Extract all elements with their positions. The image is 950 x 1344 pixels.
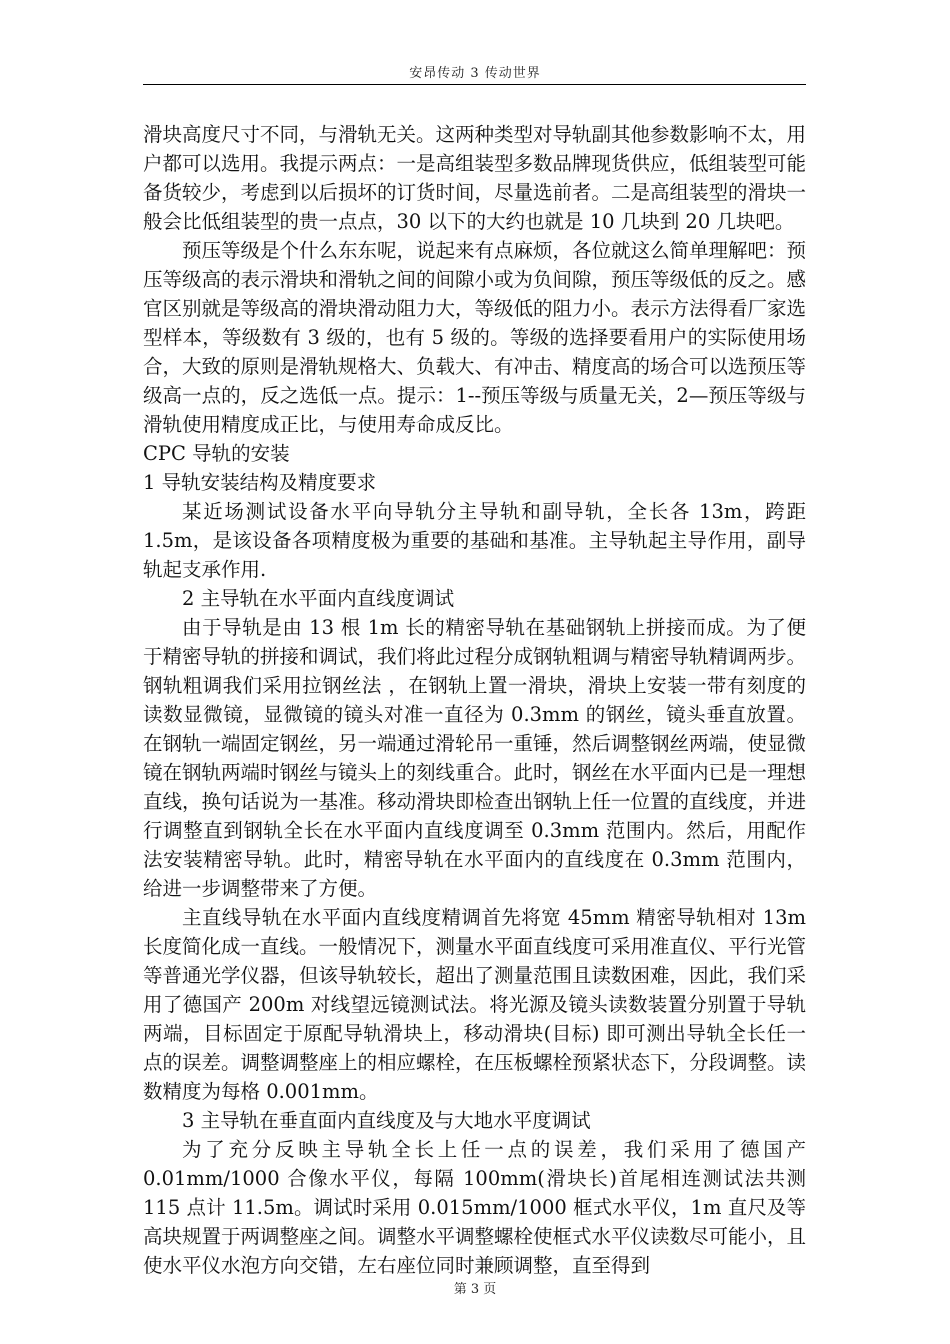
header-rule: [143, 84, 806, 85]
paragraph-4: 由于导轨是由 13 根 1m 长的精密导轨在基础钢轨上拼接而成。为了便于精密导轨的拼接和调试，我们将此过程分成钢轨粗调与精密导轨精调两步。钢轨粗调我们采用拉钢丝法 ，在钢轨上置一滑块，滑块上安装一带有刻度的读数显微镜，显微镜的镜头对准一直径为 0.3mm 的钢丝，镜头垂直放置。在钢轨一端固定钢丝，另一端通过滑轮吊一重锤，然后调整钢丝两端，使显微镜在钢轨两端时钢丝与镜头上的刻线重合。此时，钢丝在水平面内已是一理想直线，换句话说为一基准。移动滑块即检查出钢轨上任一位置的直线度，并进行调整直到钢轨全长在水平面内直线度调至 0.3mm 范围内。然后，用配作法安装精密导轨。此时，精密导轨在水平面内的直线度在 0.3mm 范围内，给进一步调整带来了方便。: [143, 616, 807, 900]
paragraph-6: 为了充分反映主导轨全长上任一点的误差，我们采用了德国产 0.01mm/1000 合像水平仪，每隔 100mm(滑块长)首尾相连测试法共测 115 点计 11.5m。调试时采用 0.015mm/1000 框式水平仪，1m 直尺及等高块规置于两调整座之间。调整水平调整螺栓使框式水平仪读数尽可能小，且使水平仪水泡方向交错，左右座位同时兼顾调整，直至得到: [143, 1138, 807, 1277]
paragraph-2: 预压等级是个什么东东呢，说起来有点麻烦，各位就这么简单理解吧：预压等级高的表示滑块和滑轨之间的间隙小或为负间隙，预压等级低的反之。感官区别就是等级高的滑块滑动阻力大，等级低的阻力小。表示方法得看厂家选型样本，等级数有 3 级的，也有 5 级的。等级的选择要看用户的实际使用场合，大致的原则是滑轨规格大、负载大、有冲击、精度高的场合可以选预压等级高一点的，反之选低一点。提示：1--预压等级与质量无关，2—预压等级与滑轨使用精度成正比，与使用寿命成反比。: [143, 239, 807, 436]
subsection-heading-1: 1 导轨安装结构及精度要求: [143, 471, 377, 494]
paragraph-1: 滑块高度尺寸不同，与滑轨无关。这两种类型对导轨副其他参数影响不太，用户都可以选用。我提示两点：一是高组装型多数品牌现货供应，低组装型可能备货较少，考虑到以后损坏的订货时间，尽量选前者。二是高组装型的滑块一般会比低组装型的贵一点点，30 以下的大约也就是 10 几块到 20 几块吧。: [143, 123, 807, 233]
subsection-heading-3: 3 主导轨在垂直面内直线度及与大地水平度调试: [182, 1109, 591, 1132]
page-number: 第 3 页: [453, 1282, 497, 1297]
subsection-heading-2: 2 主导轨在水平面内直线度调试: [182, 587, 455, 610]
document-body: [143, 120, 806, 1280]
section-heading: CPC 导轨的安装: [143, 442, 290, 465]
paragraph-3: 某近场测试设备水平向导轨分主导轨和副导轨，全长各 13m，跨距 1.5m，是该设备各项精度极为重要的基础和基准。主导轨起主导作用，副导轨起支承作用.: [143, 500, 806, 581]
paragraph-5: 主直线导轨在水平面内直线度精调首先将宽 45mm 精密导轨相对 13m 长度简化成一直线。一般情况下，测量水平面直线度可采用准直仪、平行光管等普通光学仪器，但该导轨较长，超出了测量范围且读数困难，因此，我们采用了德国产 200m 对线望远镜测试法。将光源及镜头读数装置分别置于导轨两端，目标固定于原配导轨滑块上，移动滑块(目标) 即可测出导轨全长任一点的误差。调整调整座上的相应螺栓，在压板螺栓预紧状态下，分段调整。读数精度为每格 0.001mm。: [143, 906, 807, 1103]
page-header: 安昂传动 3 传动世界: [409, 66, 541, 81]
